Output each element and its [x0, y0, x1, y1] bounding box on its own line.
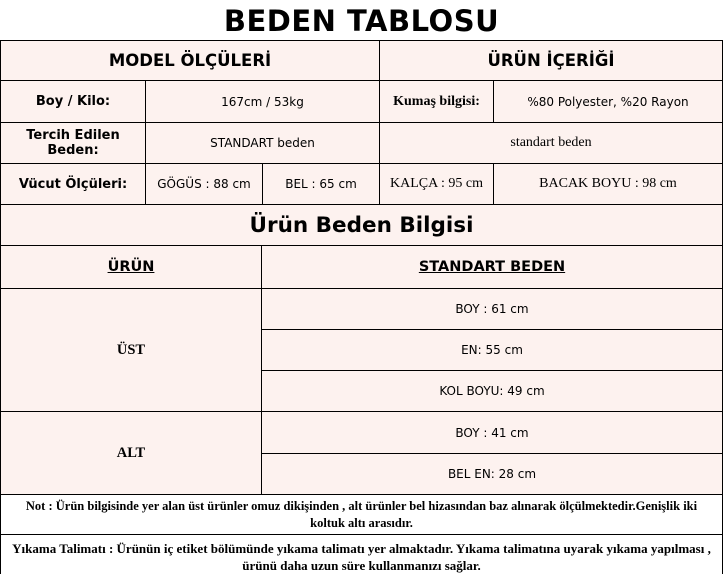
- height-weight-value: 167cm / 53kg: [146, 81, 380, 123]
- alt-length-value: BOY : 41 cm: [262, 412, 723, 454]
- ust-values: [262, 289, 723, 412]
- ust-sleeve-value: KOL BOYU: 49 cm: [262, 371, 723, 412]
- washing-instructions-text: Yıkama Talimatı : Ürünün iç etiket bölümünde yıkama talimatı yer almaktadır. Yıkama talimatına uyarak yıkama yapılması , ürünü daha uzun süre kullanmanızı sağlar.: [12, 541, 711, 573]
- note-text: Not : Ürün bilgisinde yer alan üst ürünler omuz dikişinden , alt ürünler bel hizasından baz alınarak ölçülmektedir.Genişlik iki koltuk altı arasıdır.: [25, 499, 698, 530]
- chest-measurement: GÖGÜS : 88 cm: [146, 164, 263, 205]
- alt-values: [262, 412, 723, 495]
- fabric-value: %80 Polyester, %20 Rayon: [494, 81, 723, 123]
- product-content-header: ÜRÜN İÇERİĞİ: [380, 41, 723, 81]
- table-row-ust: [0, 289, 262, 412]
- size-info-title-row: [0, 205, 723, 246]
- height-weight-label: Boy / Kilo:: [0, 81, 146, 123]
- alt-waist-width-value: BEL EN: 28 cm: [262, 454, 723, 495]
- preferred-size-value: STANDART beden: [146, 123, 380, 164]
- preferred-size-label: Tercih Edilen Beden:: [0, 123, 146, 164]
- fabric-label: Kumaş bilgisi:: [380, 81, 494, 123]
- leg-length-measurement: BACAK BOYU : 98 cm: [494, 164, 723, 205]
- height-weight-row: [0, 81, 723, 123]
- note-box: [0, 495, 723, 535]
- section-header-row: [0, 40, 723, 81]
- preferred-size-row: [0, 123, 723, 164]
- page-title: BEDEN TABLOSU: [0, 0, 723, 40]
- model-measurements-header: MODEL ÖLÇÜLERİ: [0, 41, 380, 81]
- standard-size-column-header: STANDART BEDEN: [262, 246, 723, 289]
- washing-box: [0, 535, 723, 574]
- body-measurements-row: [0, 164, 723, 205]
- waist-measurement: BEL : 65 cm: [263, 164, 380, 205]
- product-size-value: standart beden: [380, 123, 723, 164]
- product-column-header: ÜRÜN: [0, 246, 262, 289]
- body-measurements-label: Vücut Ölçüleri:: [0, 164, 146, 205]
- ust-label: ÜST: [0, 289, 262, 412]
- size-info-title: Ürün Beden Bilgisi: [0, 205, 723, 246]
- table-row-alt: [0, 412, 262, 495]
- ust-width-value: EN: 55 cm: [262, 330, 723, 371]
- size-table-header-row: [0, 246, 723, 289]
- hip-measurement: KALÇA : 95 cm: [380, 164, 494, 205]
- alt-label: ALT: [0, 412, 262, 495]
- ust-length-value: BOY : 61 cm: [262, 289, 723, 330]
